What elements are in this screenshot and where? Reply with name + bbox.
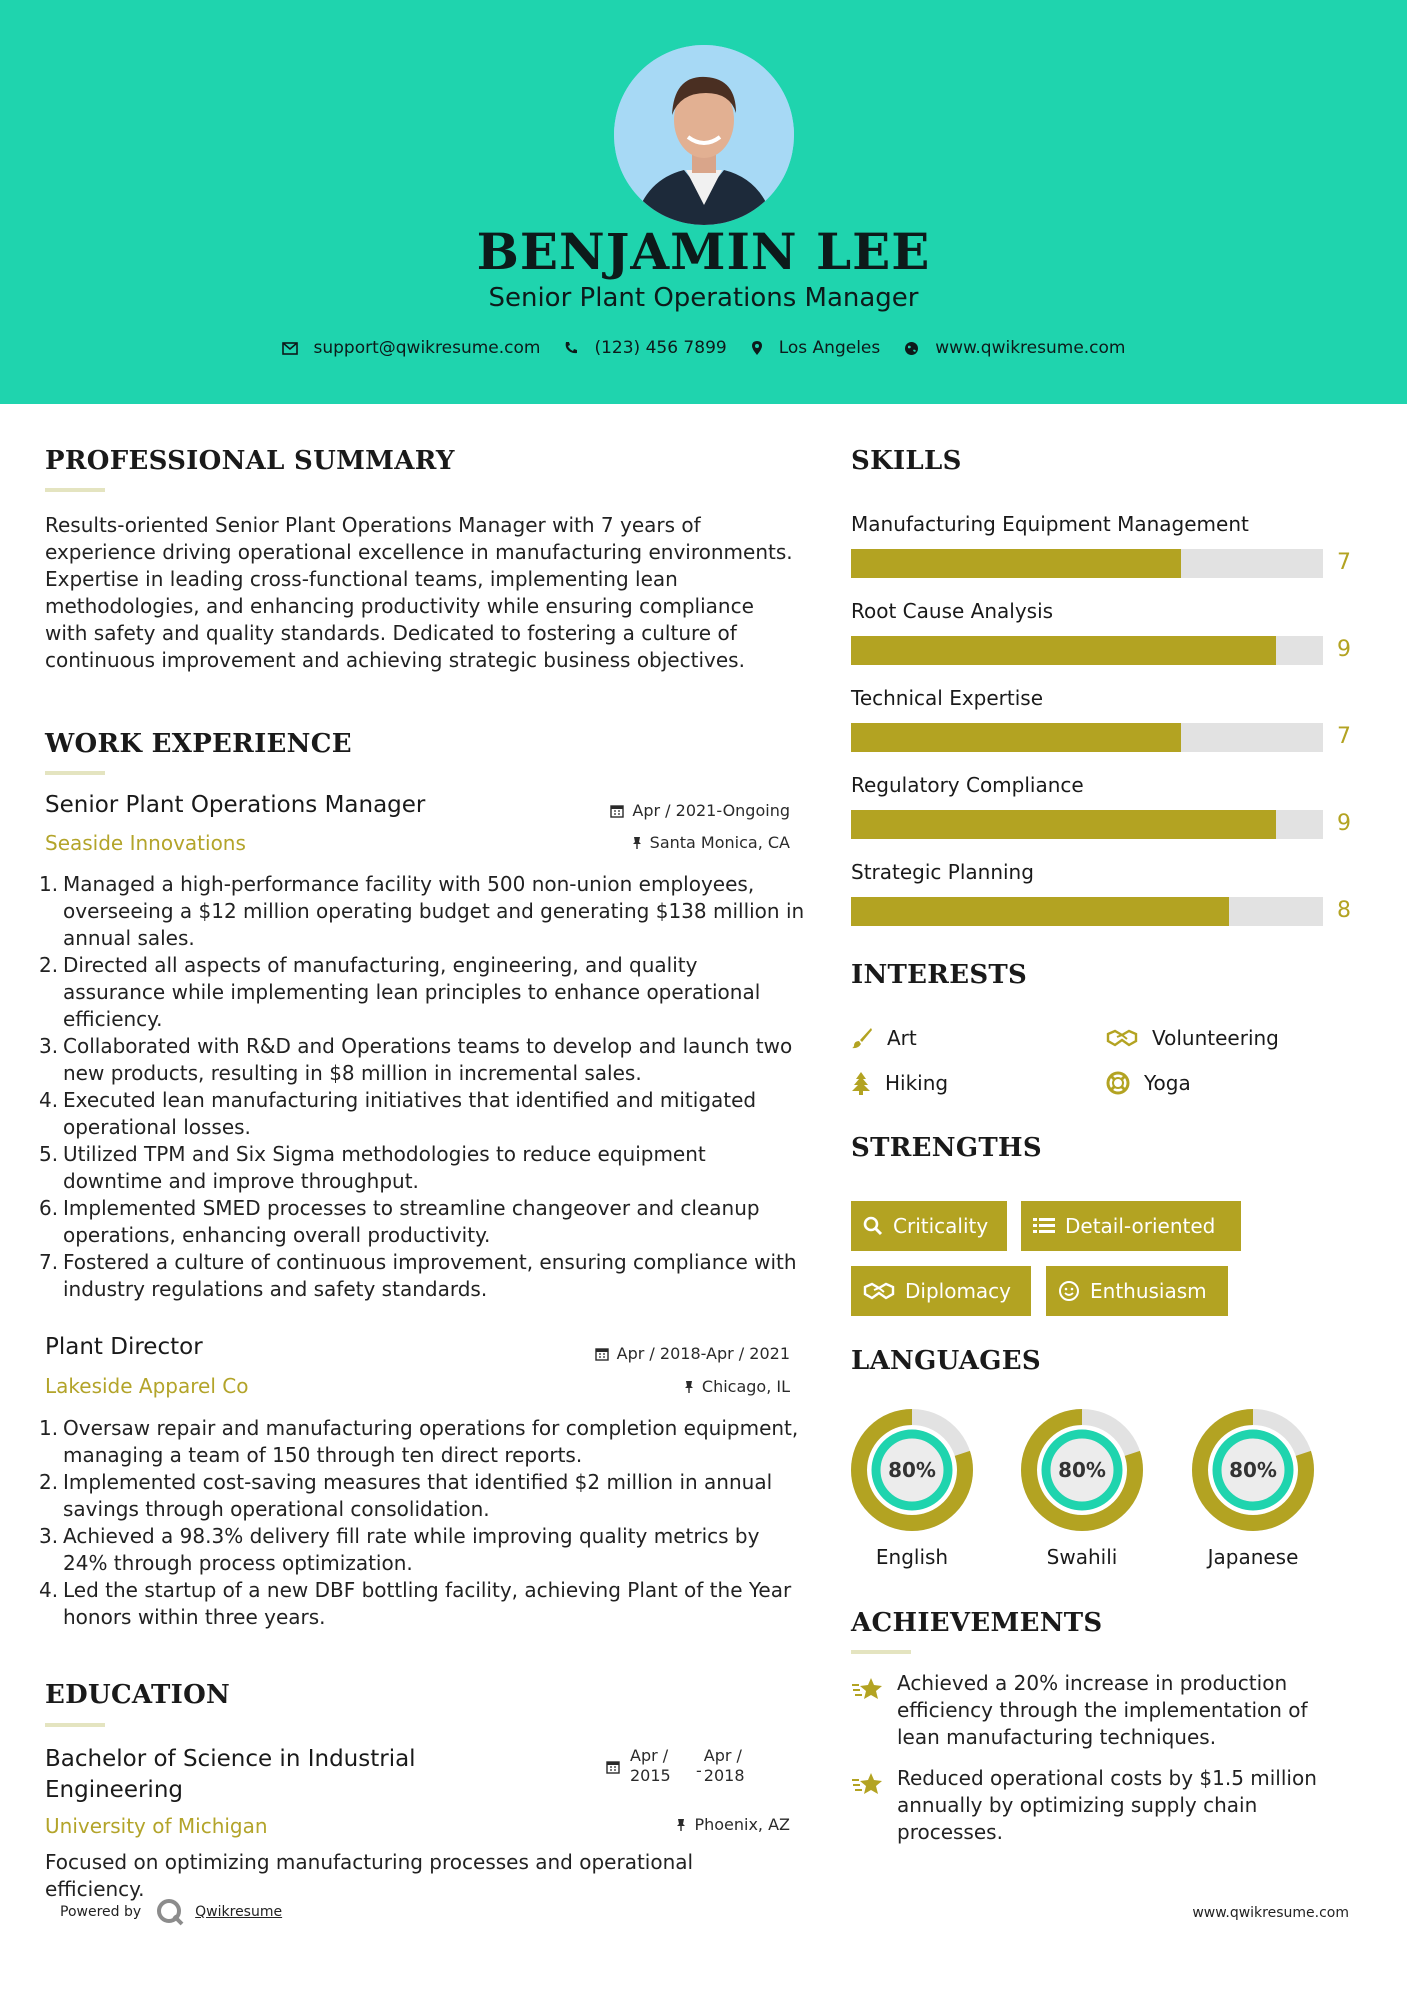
job-location-1: [540, 833, 790, 852]
strengths-heading: STRENGTHS: [851, 1133, 1042, 1163]
website-text: www.qwikresume.com: [935, 338, 1126, 358]
skill-value: 7: [1337, 550, 1351, 575]
location-text: Los Angeles: [778, 338, 881, 358]
qwikresume-link[interactable]: Qwikresume: [195, 1904, 283, 1920]
list-icon: [1033, 1217, 1055, 1235]
paintbrush-icon: [851, 1027, 873, 1049]
education-divider: [45, 1723, 105, 1727]
experience-heading: WORK EXPERIENCE: [45, 729, 352, 759]
skill-bar-track: [851, 723, 1323, 752]
summary-heading: PROFESSIONAL SUMMARY: [45, 446, 455, 476]
education-location-text: Phoenix, AZ: [694, 1815, 790, 1834]
achievement-item: [851, 1765, 1351, 1846]
list-item: 7. Fostered a culture of continuous improvement, ensuring compliance with industry regulations and safety standards.: [39, 1250, 797, 1301]
smiley-icon: [1058, 1280, 1080, 1302]
job-bullets-2: [39, 1415, 805, 1631]
summary-text: Results-oriented Senior Plant Operations Manager with 7 years of experience driving operational excellence in manufacturing environments. Expertise in leading cross-functional teams, implementing lean methodologies, and enhancing productivity while ensuring compliance with safety and quality standards. Dedicated to fostering a culture of continuous improvement and achieving strategic business objectives.: [45, 513, 793, 672]
skill-name: Manufacturing Equipment Management: [851, 512, 1249, 536]
qwikresume-logo-icon: [155, 1897, 185, 1927]
footer-powered-by: [60, 1897, 282, 1927]
job-title-1: Senior Plant Operations Manager: [45, 792, 426, 818]
skill-bar-fill: [851, 810, 1276, 839]
job-location-text-1: Santa Monica, CA: [649, 833, 790, 852]
list-item: 2. Implemented cost-saving measures that identified $2 million in annual savings through operational consolidation.: [39, 1470, 773, 1521]
map-pin-icon: [751, 340, 763, 356]
education-location: [540, 1815, 790, 1834]
skill-name: Technical Expertise: [851, 686, 1044, 710]
handshake-icon: [1106, 1028, 1138, 1048]
school-name: University of Michigan: [45, 1814, 268, 1838]
interest-hiking: [851, 1071, 948, 1095]
person-photo-icon: [614, 45, 794, 225]
skill-bar-fill: [851, 723, 1181, 752]
education-start: Apr / 2015: [630, 1746, 671, 1785]
list-item: 6. Implemented SMED processes to streamline changeover and cleanup operations, enhancing overall productivity.: [39, 1196, 760, 1247]
globe-icon: [904, 341, 919, 356]
shooting-star-icon: [851, 1771, 883, 1795]
skill-bar-track: [851, 897, 1323, 926]
resume-header: [0, 0, 1407, 404]
experience-divider: [45, 771, 105, 775]
search-icon: [863, 1216, 883, 1236]
language-name: Japanese: [1207, 1545, 1299, 1569]
job-bullets-1: [39, 871, 805, 1303]
candidate-role: Senior Plant Operations Manager: [488, 283, 919, 313]
skill-value: 9: [1337, 811, 1351, 836]
job-date-1: [540, 801, 790, 820]
job-location-2: [540, 1377, 790, 1396]
skill-bar-track: [851, 549, 1323, 578]
job-date-text-1: Apr / 2021-Ongoing: [632, 801, 790, 820]
calendar-icon: [610, 804, 624, 818]
interest-label: Hiking: [885, 1071, 949, 1095]
achievement-text: Reduced operational costs by $1.5 million annually by optimizing supply chain processes.: [897, 1766, 1317, 1844]
education-end: Apr / 2018: [703, 1746, 745, 1785]
skill-name: Regulatory Compliance: [851, 773, 1084, 797]
candidate-name: BENJAMIN LEE: [476, 222, 931, 281]
education-dates: [606, 1746, 760, 1796]
skill-bar-track: [851, 636, 1323, 665]
contact-phone[interactable]: [564, 338, 726, 358]
interests-heading: INTERESTS: [851, 960, 1028, 990]
language-donut: [1192, 1409, 1314, 1531]
skill-name: Root Cause Analysis: [851, 599, 1054, 623]
contact-website[interactable]: [904, 338, 1125, 358]
skill-bar-track: [851, 810, 1323, 839]
interest-yoga: [1106, 1071, 1191, 1095]
calendar-icon: [595, 1347, 609, 1361]
skill-bar-fill: [851, 636, 1276, 665]
list-item: 4. Executed lean manufacturing initiatives that identified and mitigated operational losses.: [39, 1088, 757, 1139]
phone-text: (123) 456 7899: [594, 338, 727, 358]
calendar-icon: [606, 1760, 620, 1774]
pushpin-icon: [632, 836, 642, 850]
contact-location: [751, 338, 881, 358]
footer-site[interactable]: www.qwikresume.com: [1192, 1905, 1349, 1921]
skill-value: 7: [1337, 724, 1351, 749]
achievements-divider: [851, 1650, 911, 1654]
interest-art: [851, 1026, 917, 1050]
interest-label: Yoga: [1144, 1071, 1191, 1095]
skill-value: 9: [1337, 637, 1351, 662]
language-donut: [851, 1409, 973, 1531]
contact-email[interactable]: [282, 338, 541, 358]
interest-label: Art: [887, 1026, 917, 1050]
list-item: 1. Oversaw repair and manufacturing operations for completion equipment, managing a team of 150 through ten direct reports.: [39, 1416, 799, 1467]
list-item: 4. Led the startup of a new DBF bottling facility, achieving Plant of the Year honors within three years.: [39, 1578, 792, 1629]
powered-by-text: Powered by: [60, 1904, 142, 1920]
pushpin-icon: [676, 1818, 686, 1832]
language-percent: 80%: [1229, 1458, 1277, 1482]
skill-bar-fill: [851, 897, 1229, 926]
pushpin-icon: [684, 1380, 694, 1394]
achievement-item: [851, 1670, 1351, 1751]
job-date-text-2: Apr / 2018-Apr / 2021: [616, 1344, 790, 1363]
strength-tag: Criticality: [851, 1201, 1007, 1251]
achievements-heading: ACHIEVEMENTS: [851, 1608, 1103, 1638]
contact-bar: [0, 338, 1407, 358]
interest-label: Volunteering: [1152, 1026, 1279, 1050]
company-2: Lakeside Apparel Co: [45, 1374, 249, 1398]
email-text: support@qwikresume.com: [313, 338, 541, 358]
list-item: 3. Achieved a 98.3% delivery fill rate while improving quality metrics by 24% through process optimization.: [39, 1524, 760, 1575]
strength-tag: Diplomacy: [851, 1266, 1031, 1316]
date-separator: -: [696, 1761, 702, 1780]
list-item: 2. Directed all aspects of manufacturing, engineering, and quality assurance while implementing lean principles to enhance operational efficiency.: [39, 953, 761, 1031]
skill-name: Strategic Planning: [851, 860, 1034, 884]
skills-heading: SKILLS: [851, 446, 962, 476]
profile-photo: [614, 45, 794, 225]
strength-tag: Enthusiasm: [1046, 1266, 1228, 1316]
company-1: Seaside Innovations: [45, 831, 246, 855]
education-description: Focused on optimizing manufacturing processes and operational efficiency.: [45, 1850, 694, 1901]
job-location-text-2: Chicago, IL: [701, 1377, 790, 1396]
degree-title: Bachelor of Science in Industrial Engineering: [45, 1746, 416, 1803]
list-item: 1. Managed a high-performance facility with 500 non-union employees, overseeing a $12 million operating budget and generating $138 million in annual sales.: [39, 872, 805, 950]
list-item: 5. Utilized TPM and Six Sigma methodologies to reduce equipment downtime and improve throughput.: [39, 1142, 706, 1193]
job-date-2: [540, 1344, 790, 1363]
education-heading: EDUCATION: [45, 1680, 231, 1710]
language-name: English: [875, 1545, 949, 1569]
lifebuoy-icon: [1106, 1071, 1130, 1095]
language-percent: 80%: [1058, 1458, 1106, 1482]
interest-volunteering: [1106, 1026, 1279, 1050]
tree-icon: [851, 1071, 871, 1095]
phone-icon: [564, 341, 578, 355]
summary-divider: [45, 488, 105, 492]
languages-heading: LANGUAGES: [851, 1346, 1041, 1376]
language-name: Swahili: [1046, 1545, 1118, 1569]
language-percent: 80%: [888, 1458, 936, 1482]
envelope-icon: [282, 342, 298, 355]
skill-value: 8: [1337, 898, 1351, 923]
strength-tag: Detail-oriented: [1021, 1201, 1241, 1251]
job-title-2: Plant Director: [45, 1334, 203, 1360]
skill-bar-fill: [851, 549, 1181, 578]
language-donut: [1021, 1409, 1143, 1531]
achievement-text: Achieved a 20% increase in production efficiency through the implementation of lean manufacturing techniques.: [897, 1671, 1308, 1749]
list-item: 3. Collaborated with R&D and Operations teams to develop and launch two new products, resulting in $8 million in incremental sales.: [39, 1034, 793, 1085]
shooting-star-icon: [851, 1676, 883, 1700]
handshake-icon: [863, 1281, 895, 1301]
